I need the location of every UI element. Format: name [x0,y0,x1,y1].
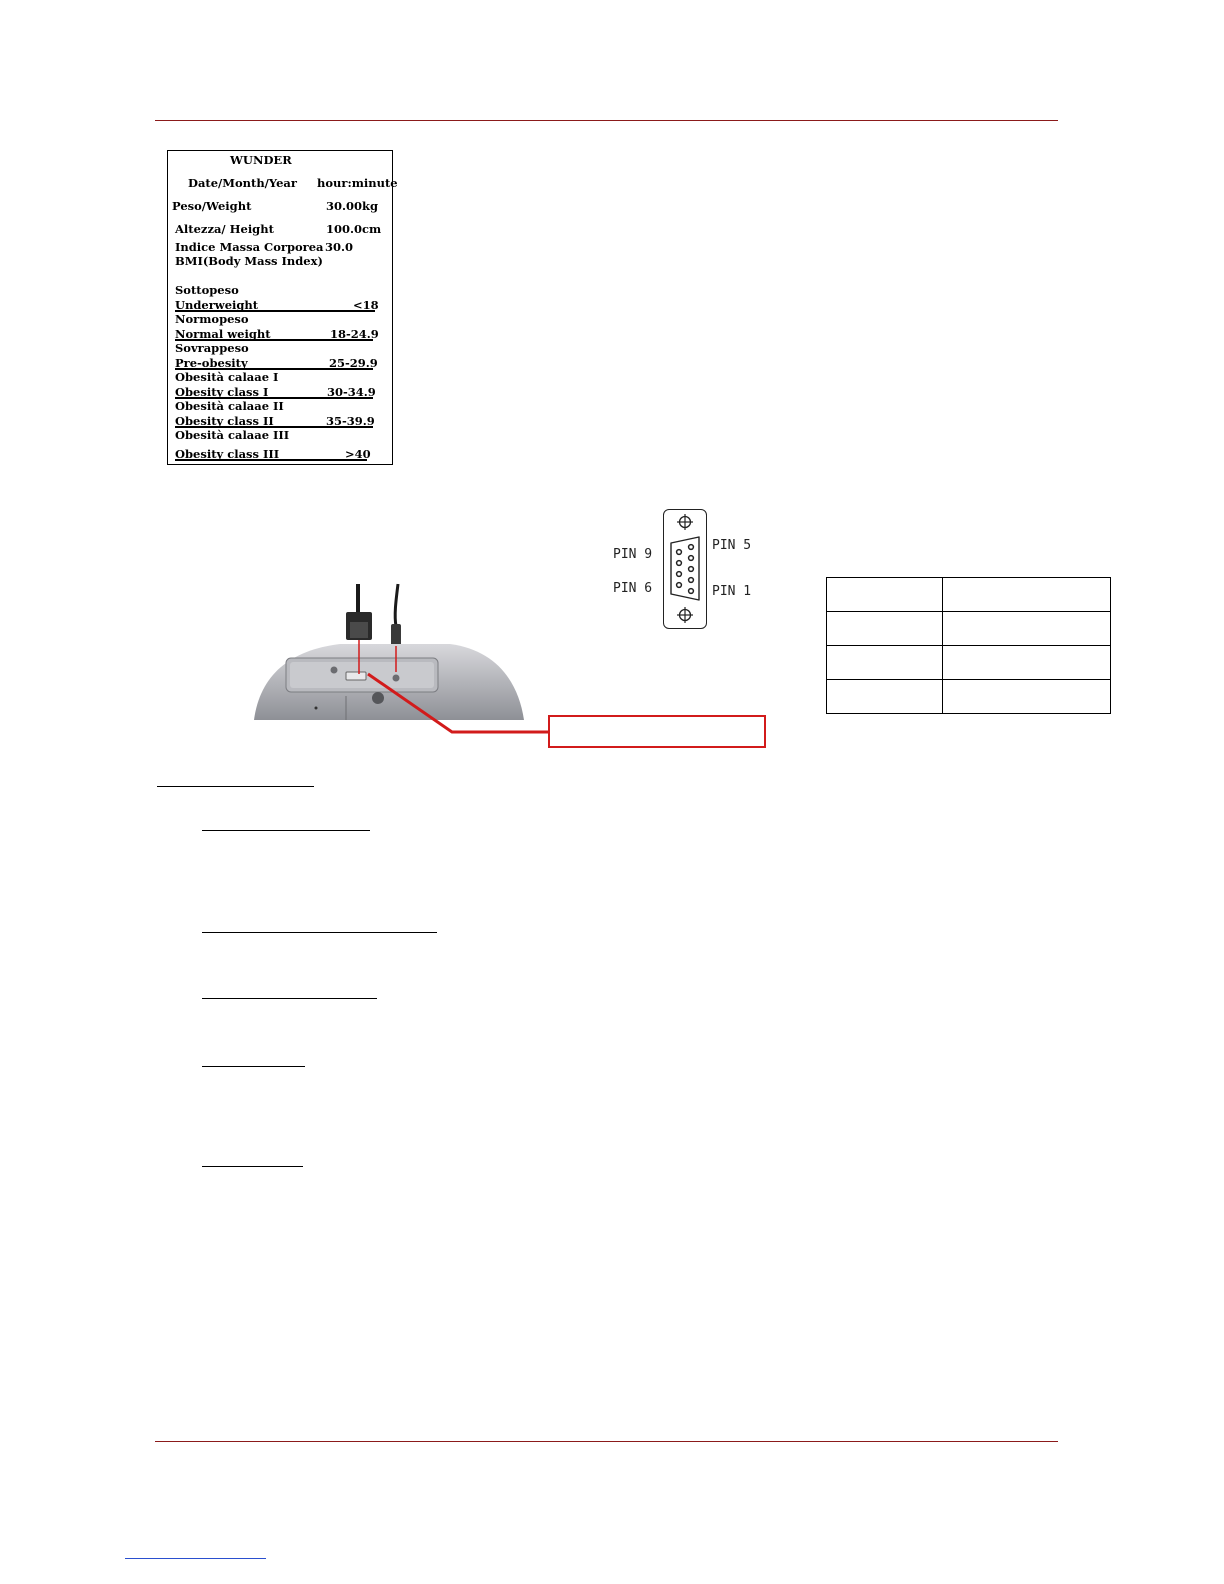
section-heading-underline [157,786,314,787]
category-range: <18 [353,298,379,312]
receipt-height-label: Altezza/ Height [175,222,274,236]
pin-6-label: PIN 6 [613,581,653,596]
category-en: Normal weight [175,327,271,341]
subheading-underline [202,1066,305,1067]
category-en: Obesity class III [175,447,280,461]
receipt-bmi-label-en: BMI(Body Mass Index) [175,254,323,268]
pin-9-label: PIN 9 [613,547,653,562]
category-en: Underweight [175,298,259,312]
category-it: Sovrappeso [175,341,249,355]
table-row [827,578,1111,612]
category-en: Obesity class I [175,385,269,399]
receipt-bmi-value: 30.0 [325,240,354,254]
receipt-brand: WUNDER [230,153,292,167]
table-row [827,612,1111,646]
category-it: Obesità calaae II [175,399,284,413]
category-it: Obesità calaae III [175,428,290,442]
footer-link-underline[interactable] [125,1558,266,1559]
category-range: 30-34.9 [327,385,376,399]
category-en: Pre-obesity [175,356,248,370]
db9-pins [663,509,707,629]
pin-assignment-table [826,577,1111,714]
receipt-weight-value: 30.00kg [326,199,379,213]
category-en: Obesity class II [175,414,274,428]
header-rule [155,120,1058,121]
receipt-weight-label: Peso/Weight [172,199,252,213]
subheading-underline [202,830,370,831]
pin-5-label: PIN 5 [712,538,752,553]
category-range: >40 [345,447,371,461]
subheading-underline [202,1166,303,1167]
table-row [827,680,1111,714]
receipt-date-label: Date/Month/Year [188,176,297,190]
category-underline [175,459,367,461]
subheading-underline [202,932,437,933]
table-row [827,646,1111,680]
receipt-time-label: hour:minute [317,176,398,190]
category-range: 35-39.9 [326,414,375,428]
category-it: Obesità calaae I [175,370,279,384]
pin-1-label: PIN 1 [712,584,752,599]
bmi-receipt [167,150,398,465]
subheading-underline [202,998,377,999]
category-it: Sottopeso [175,283,239,297]
receipt-height-value: 100.0cm [326,222,382,236]
power-jack-plug [391,624,401,646]
category-it: Normopeso [175,312,249,326]
port-callout-box [548,715,766,748]
footer-rule [155,1441,1058,1442]
receipt-bmi-label-it: Indice Massa Corporea [175,240,324,254]
category-range: 25-29.9 [329,356,378,370]
category-range: 18-24.9 [330,327,379,341]
